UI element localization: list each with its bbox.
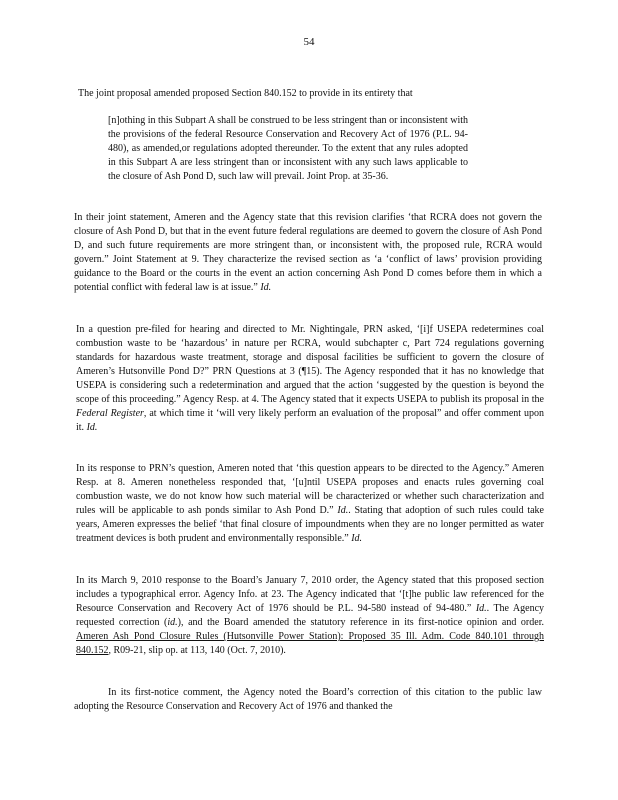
- paragraph-text: In its March 9, 2010 response to the Board’s January 7, 2010 order, the Agency stated that this proposed section includes a typographical error. Agency Info. at 23. The Agency indicated that ‘[t]he public law referenced for the Resource Conservation and Recovery Act of 1976 should be P.L. 94-580 instead of 94-480.”: [76, 575, 544, 614]
- paragraph-text: , at which time it ‘will very likely perform an evaluation of the proposal” and offer comment upon it.: [76, 408, 544, 433]
- paragraph-text: ), and the Board amended the statutory reference in its first-notice opinion and order.: [177, 617, 544, 628]
- paragraph-ameren-response: In its response to PRN’s question, Ameren noted that ‘this question appears to be directed to the Agency.” Ameren Resp. at 8. Ameren nonetheless responded that, ‘[u]ntil USEPA proposes and enacts rules governing coal combustion waste, we do not know how such material will be characterized or whether such characterization and rules will be applicable to ash ponds similar to Ash Pond D.” Id.. Stating that adoption of such rules could take years, Ameren expresses the belief ‘that final closure of impoundments when they are no longer permitted as water treatment devices is both prudent and environmentally responsible.” Id.: [76, 463, 544, 544]
- paragraph-text: In their joint statement, Ameren and the Agency state that this revision clarifies ‘that RCRA does not govern the closure of Ash Pond D, but that in the event future federal regulations are deemed to govern the closure of Ash Pond D, and such future requirements are more stringent than, or inconsistent with, the proposed rule, RCRA would govern.” Joint Statement at 9. They characterize the revised section as ‘a ‘conflict of laws’ provision providing guidance to the Board or the courts in the event an action concerning Ash Pond D comes before them in which a potential conflict with federal law is at issue.”: [74, 212, 542, 293]
- paragraph-prn-question: [76, 323, 544, 435]
- block-quote: [n]othing in this Subpart A shall be construed to be less stringent than or inconsistent with the provisions of the federal Resource Conservation and Recovery Act of 1976 (P.L. 94-480), as amended,or regulations adopted thereunder. To the extent that any rules adopted in this Subpart A are less stringent than or inconsistent with any such laws applicable to the closure of Ash Pond D, such law will prevail. Joint Prop. at 35-36.: [108, 115, 468, 182]
- paragraph-joint-statement: [74, 211, 542, 295]
- citation: id.: [167, 617, 178, 628]
- paragraph-text: In a question pre-filed for hearing and directed to Mr. Nightingale, PRN asked, ‘[i]f USEPA redetermines coal combustion waste to be ‘hazardous’ in nature per RCRA, would subchapter c, Part 724 regulations governing standards for hazardous waste treatment, storage and disposal facilities be sufficient to govern the closure of Ameren’s Hutsonville Pond D?” PRN Questions at 3 (¶15). The Agency responded that it has no knowledge that USEPA is considering such a redetermination and argued that the action ‘suggested by the question is beyond the scope of this proceeding.” Agency Resp. at 4. The Agency stated that it expects USEPA to publish its proposal in the: [76, 324, 544, 405]
- case-citation: Ameren Ash Pond Closure Rules (Hutsonville Power Station): Proposed 35 Ill. Adm. Code 840.101 through 840.152: [76, 631, 544, 656]
- paragraph-text: The Agency requested correction (: [76, 603, 545, 628]
- citation: Id.: [475, 603, 487, 614]
- citation: Id.: [351, 533, 363, 544]
- paragraph-intro: The joint proposal amended proposed Section 840.152 to provide in its entirety that: [78, 88, 413, 99]
- paragraph-agency-correction: In its March 9, 2010 response to the Board’s January 7, 2010 order, the Agency stated that this proposed section includes a typographical error. Agency Info. at 23. The Agency indicated that ‘[t]he public law referenced for the Resource Conservation and Recovery Act of 1976 should be P.L. 94-580 instead of 94-480.” Id.. The Agency requested correction (id.), and the Board amended the statutory reference in its first-notice opinion and order. Ameren Ash Pond Closure Rules (Hutsonville Power Station): Proposed 35 Ill. Adm. Code 840.101 through 840.152, R09-21, slip op. at 113, 140 (Oct. 7, 2010).: [76, 575, 545, 656]
- paragraph-text: In its response to PRN’s question, Ameren noted that ‘this question appears to be directed to the Agency.” Ameren Resp. at 8. Ameren nonetheless responded that, ‘[u]ntil USEPA proposes and enacts rules governing coal combustion waste, we do not know how such material will be characterized or whether such characterization and rules will be applicable to ash ponds similar to Ash Pond D.”: [76, 463, 544, 516]
- citation: Id.: [260, 282, 272, 293]
- citation: Id.: [337, 505, 349, 516]
- page-number: 54: [303, 36, 315, 48]
- citation: Id.: [86, 422, 98, 433]
- paragraph-text: , R09-21, slip op. at 113, 140 (Oct. 7, 2010).: [108, 645, 286, 656]
- paragraph-first-notice: In its first-notice comment, the Agency noted the Board’s correction of this citation to the public law adopting the Resource Conservation and Recovery Act of 1976 and thanked the: [74, 687, 542, 712]
- journal-name: Federal Register: [76, 408, 144, 419]
- paragraph-text: Stating that adoption of such rules could take years, Ameren expresses the belief ‘that final closure of impoundments when they are no longer permitted as water treatment devices is both prudent and environmentally responsible.”: [76, 505, 544, 544]
